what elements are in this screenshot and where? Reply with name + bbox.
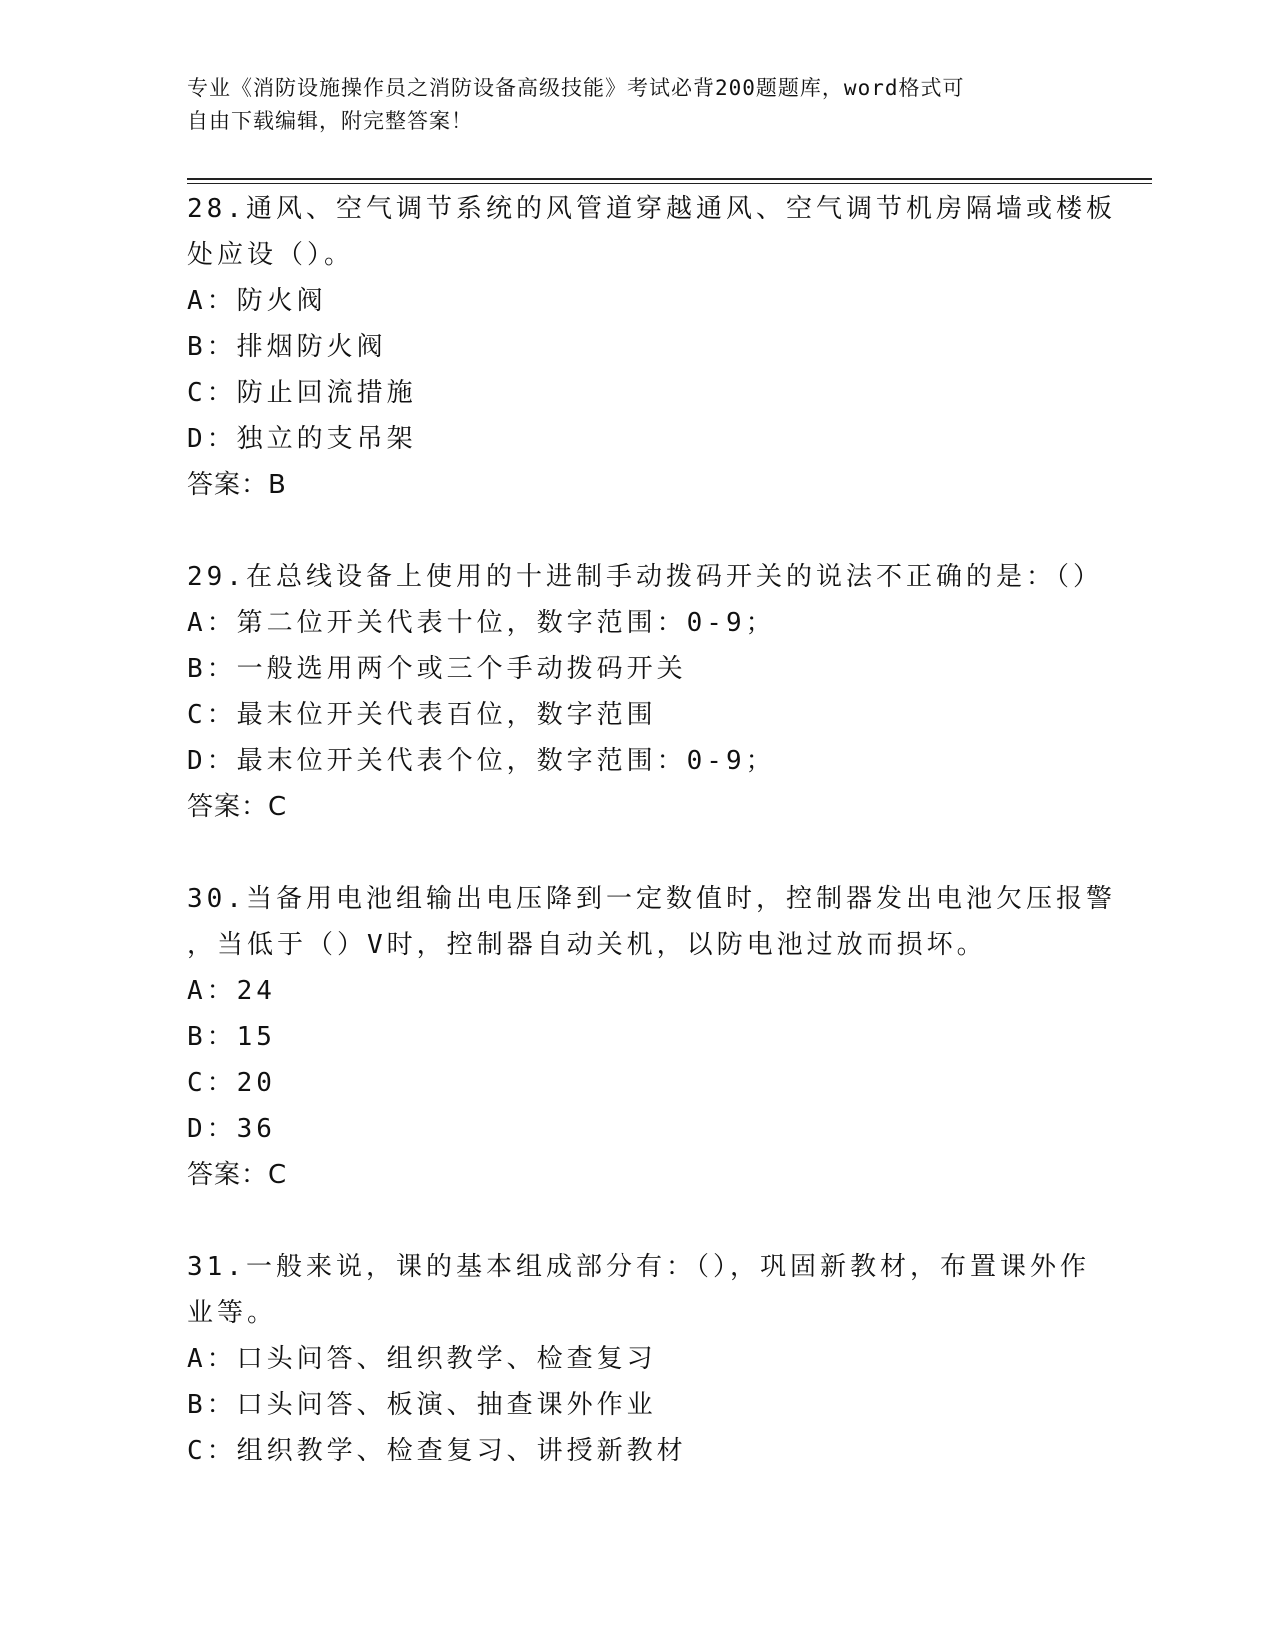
question-31 — [187, 1244, 1090, 1474]
option-d: D：36 — [187, 1114, 276, 1144]
question-stem: 28.通风、空气调节系统的风管道穿越通风、空气调节机房隔墙或楼板 — [187, 194, 1116, 224]
option-a: A：第二位开关代表十位，数字范围：0-9； — [187, 608, 776, 638]
option-c: C：防止回流措施 — [187, 378, 417, 408]
option-c: C：组织教学、检查复习、讲授新教材 — [187, 1436, 687, 1466]
option-d: D：最末位开关代表个位，数字范围：0-9； — [187, 746, 776, 776]
question-stem: 处应设（）。 — [187, 240, 355, 270]
question-28 — [187, 186, 1116, 508]
header-line-2: 自由下载编辑，附完整答案！ — [187, 109, 473, 133]
question-stem: 31.一般来说，课的基本组成部分有：（），巩固新教材，布置课外作 — [187, 1252, 1090, 1282]
answer: 答案：C — [187, 792, 288, 822]
answer: 答案：C — [187, 1160, 288, 1190]
option-b: B：一般选用两个或三个手动拨码开关 — [187, 654, 687, 684]
document-header — [187, 72, 1067, 138]
question-list — [187, 186, 1116, 1520]
question-stem: 30.当备用电池组输出电压降到一定数值时，控制器发出电池欠压报警 — [187, 884, 1116, 914]
question-30 — [187, 876, 1116, 1198]
question-stem: 业等。 — [187, 1298, 278, 1328]
option-d: D：独立的支吊架 — [187, 424, 417, 454]
option-b: B：口头问答、板演、抽查课外作业 — [187, 1390, 657, 1420]
question-29 — [187, 554, 1103, 830]
option-a: A：防火阀 — [187, 286, 327, 316]
option-c: C：20 — [187, 1068, 276, 1098]
header-line-1: 专业《消防设施操作员之消防设备高级技能》考试必背200题题库，word格式可 — [187, 76, 965, 100]
question-stem: ，当低于（）V时，控制器自动关机，以防电池过放而损坏。 — [187, 930, 987, 960]
option-b: B：15 — [187, 1022, 276, 1052]
option-b: B：排烟防火阀 — [187, 332, 387, 362]
option-a: A：口头问答、组织教学、检查复习 — [187, 1344, 657, 1374]
option-c: C：最末位开关代表百位，数字范围 — [187, 700, 657, 730]
answer: 答案：B — [187, 470, 287, 500]
header-rule-thin — [187, 183, 1152, 184]
header-rule-thick — [187, 178, 1152, 180]
question-stem: 29.在总线设备上使用的十进制手动拨码开关的说法不正确的是：（） — [187, 562, 1103, 592]
option-a: A：24 — [187, 976, 276, 1006]
